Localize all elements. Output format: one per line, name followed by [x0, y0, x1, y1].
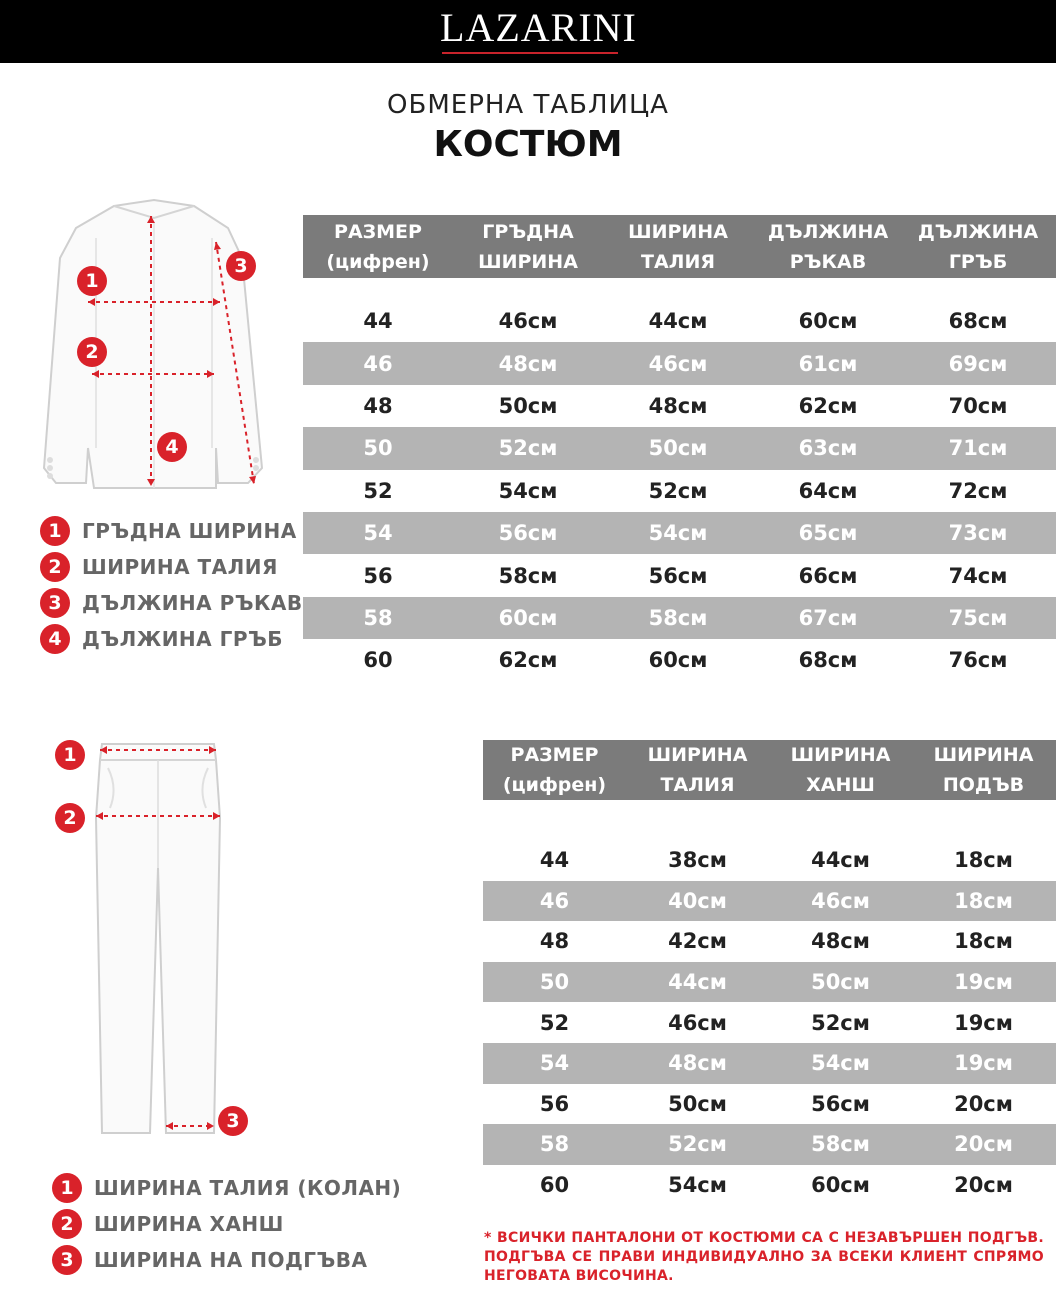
- pants-badge-3: 3: [218, 1106, 248, 1136]
- table-row: [303, 512, 1056, 554]
- table-cell: 54: [363, 521, 393, 546]
- table-cell: 18см: [954, 888, 1013, 913]
- table-cell: 54см: [668, 1173, 727, 1198]
- table-row: [483, 881, 1056, 922]
- legend-badge: 4: [40, 624, 70, 654]
- table-cell: 50см: [648, 436, 708, 461]
- table-cell: 44см: [648, 309, 708, 334]
- table-cell: 46: [539, 888, 570, 913]
- table-cell: 60см: [648, 648, 708, 673]
- legend-item: [40, 621, 303, 657]
- table-cell: 60см: [811, 1173, 870, 1198]
- table-cell: 46см: [668, 1010, 727, 1035]
- table-cell: 56см: [498, 521, 558, 546]
- table-cell: 19см: [954, 1010, 1013, 1035]
- pants-legend: [52, 1170, 401, 1278]
- table-cell: 60см: [498, 605, 558, 630]
- legend-label: ШИРИНА ТАЛИЯ: [82, 555, 278, 579]
- jacket-badge-1: 1: [77, 266, 107, 296]
- table-cell: 48см: [668, 1051, 727, 1076]
- table-row: [303, 385, 1056, 427]
- column-header: ШИРИНА ХАНШ: [790, 744, 891, 796]
- table-cell: 52см: [648, 478, 708, 503]
- table-cell: 38см: [668, 848, 727, 873]
- table-cell: 50: [539, 970, 570, 995]
- column-header: РАЗМЕР (цифрен): [326, 220, 430, 273]
- legend-item: [40, 549, 303, 585]
- table-cell: 58: [539, 1132, 570, 1157]
- table-cell: 50см: [811, 970, 870, 995]
- table-cell: 44: [539, 848, 570, 873]
- table-cell: 56см: [811, 1091, 870, 1116]
- table-cell: 46: [363, 351, 393, 376]
- jacket-legend: [40, 513, 303, 657]
- table-row: [483, 1084, 1056, 1125]
- legend-badge: 1: [52, 1173, 82, 1203]
- table-row: [483, 1124, 1056, 1165]
- table-row: [303, 554, 1056, 596]
- table-cell: 56см: [648, 563, 708, 588]
- table-header: [303, 215, 1056, 278]
- table-cell: 42см: [668, 929, 727, 954]
- table-row: [303, 597, 1056, 639]
- brand-logo: [440, 4, 637, 60]
- column-header: ДЪЛЖИНА ГРЪБ: [917, 220, 1039, 273]
- table-cell: 70см: [948, 393, 1008, 418]
- table-row: [303, 427, 1056, 469]
- table-cell: 64см: [798, 478, 858, 503]
- table-cell: 56: [539, 1091, 570, 1116]
- table-cell: 60: [363, 648, 393, 673]
- table-cell: 52см: [498, 436, 558, 461]
- table-cell: 48см: [498, 351, 558, 376]
- table-cell: 54: [539, 1051, 570, 1076]
- table-cell: 40см: [668, 888, 727, 913]
- column-header: ДЪЛЖИНА РЪКАВ: [767, 220, 889, 273]
- legend-label: ГРЪДНА ШИРИНА: [82, 519, 297, 543]
- table-cell: 69см: [948, 351, 1008, 376]
- pants-size-table: [483, 740, 1056, 1205]
- table-cell: 66см: [798, 563, 858, 588]
- table-cell: 50см: [668, 1091, 727, 1116]
- table-cell: 52: [363, 478, 393, 503]
- table-cell: 52см: [811, 1010, 870, 1035]
- jacket-illustration: [36, 198, 272, 493]
- table-cell: 46см: [498, 309, 558, 334]
- jacket-size-table: [303, 215, 1056, 682]
- table-cell: 50: [363, 436, 393, 461]
- table-cell: 60см: [798, 309, 858, 334]
- table-cell: 20см: [954, 1091, 1013, 1116]
- table-cell: 58см: [811, 1132, 870, 1157]
- legend-item: [40, 513, 303, 549]
- table-cell: 62см: [498, 648, 558, 673]
- table-cell: 58см: [498, 563, 558, 588]
- legend-item: [40, 585, 303, 621]
- legend-label: ШИРИНА ТАЛИЯ (КОЛАН): [94, 1176, 402, 1200]
- page-title: ОБМЕРНА ТАБЛИЦА: [387, 90, 669, 120]
- legend-label: ДЪЛЖИНА РЪКАВ: [82, 591, 303, 615]
- table-cell: 48см: [811, 929, 870, 954]
- jacket-badge-4: 4: [157, 432, 187, 462]
- table-cell: 67см: [798, 605, 858, 630]
- table-cell: 44см: [811, 848, 870, 873]
- top-bar: [0, 0, 1056, 63]
- table-cell: 61см: [798, 351, 858, 376]
- table-row: [303, 639, 1056, 681]
- table-cell: 62см: [798, 393, 858, 418]
- legend-badge: 3: [40, 588, 70, 618]
- hem-note: * ВСИЧКИ ПАНТАЛОНИ ОТ КОСТЮМИ СА С НЕЗАВЪРШЕН ПОДГЪВ. ПОДГЪВА СЕ ПРАВИ ИНДИВИДУАЛНО ЗА ВСЕКИ КЛИЕНТ СПРЯМО НЕГОВАТА ВИСОЧИНА.: [484, 1230, 1044, 1284]
- pants-badge-1: 1: [55, 740, 85, 770]
- table-cell: 20см: [954, 1173, 1013, 1198]
- table-cell: 75см: [948, 605, 1008, 630]
- table-cell: 74см: [948, 563, 1008, 588]
- table-cell: 73см: [948, 521, 1008, 546]
- table-cell: 19см: [954, 970, 1013, 995]
- table-cell: 44: [363, 309, 393, 334]
- legend-item: [52, 1206, 401, 1242]
- legend-item: [52, 1170, 401, 1206]
- column-header: ШИРИНА ТАЛИЯ: [628, 220, 728, 273]
- table-row: [483, 840, 1056, 881]
- column-header: ГРЪДНА ШИРИНА: [478, 220, 578, 273]
- table-cell: 52: [539, 1010, 570, 1035]
- table-cell: 63см: [798, 436, 858, 461]
- table-cell: 48: [539, 929, 570, 954]
- legend-label: ДЪЛЖИНА ГРЪБ: [82, 627, 284, 651]
- table-cell: 18см: [954, 848, 1013, 873]
- table-cell: 58см: [648, 605, 708, 630]
- table-cell: 76см: [948, 648, 1008, 673]
- table-row: [483, 921, 1056, 962]
- legend-item: [52, 1242, 401, 1278]
- legend-badge: 1: [40, 516, 70, 546]
- table-cell: 46см: [648, 351, 708, 376]
- legend-label: ШИРИНА ХАНШ: [94, 1212, 284, 1236]
- table-cell: 72см: [948, 478, 1008, 503]
- table-cell: 48см: [648, 393, 708, 418]
- table-cell: 48: [363, 393, 393, 418]
- table-cell: 54см: [811, 1051, 870, 1076]
- table-cell: 18см: [954, 929, 1013, 954]
- table-row: [303, 342, 1056, 384]
- table-cell: 20см: [954, 1132, 1013, 1157]
- logo-underline: [442, 52, 618, 54]
- column-header: РАЗМЕР (цифрен): [502, 744, 607, 796]
- legend-badge: 2: [52, 1209, 82, 1239]
- logo-text: LAZARINI: [440, 5, 637, 50]
- legend-label: ШИРИНА НА ПОДГЪВА: [94, 1248, 368, 1272]
- column-header: ШИРИНА ПОДЪВ: [933, 744, 1034, 796]
- jacket-badge-3: 3: [226, 251, 256, 281]
- table-cell: 68см: [798, 648, 858, 673]
- pants-illustration: [88, 738, 228, 1138]
- jacket-badge-2: 2: [77, 337, 107, 367]
- column-header: ШИРИНА ТАЛИЯ: [647, 744, 748, 796]
- table-row: [483, 1165, 1056, 1206]
- table-cell: 46см: [811, 888, 870, 913]
- table-cell: 65см: [798, 521, 858, 546]
- table-cell: 56: [363, 563, 393, 588]
- table-cell: 44см: [668, 970, 727, 995]
- table-row: [483, 962, 1056, 1003]
- table-row: [303, 470, 1056, 512]
- table-cell: 54см: [498, 478, 558, 503]
- table-cell: 58: [363, 605, 393, 630]
- legend-badge: 2: [40, 552, 70, 582]
- table-row: [483, 1043, 1056, 1084]
- table-cell: 54см: [648, 521, 708, 546]
- table-cell: 52см: [668, 1132, 727, 1157]
- legend-badge: 3: [52, 1245, 82, 1275]
- table-cell: 50см: [498, 393, 558, 418]
- pants-badge-2: 2: [55, 803, 85, 833]
- table-header: [483, 740, 1056, 800]
- table-cell: 60: [539, 1173, 570, 1198]
- table-row: [303, 300, 1056, 342]
- table-cell: 19см: [954, 1051, 1013, 1076]
- page-subtitle: КОСТЮМ: [433, 124, 623, 165]
- table-row: [483, 1002, 1056, 1043]
- table-cell: 68см: [948, 309, 1008, 334]
- table-cell: 71см: [948, 436, 1008, 461]
